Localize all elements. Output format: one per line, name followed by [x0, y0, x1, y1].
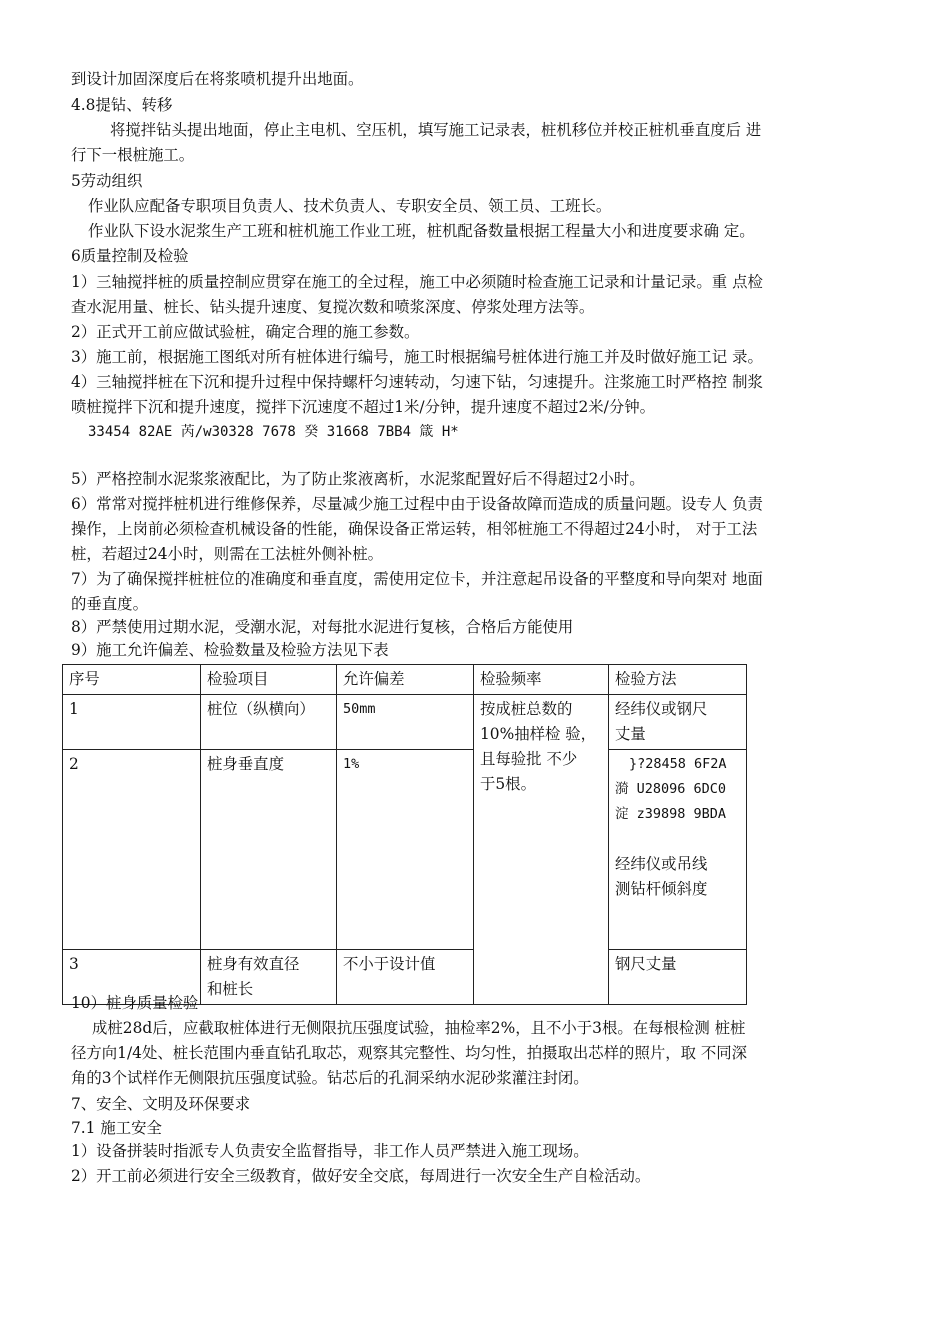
text-line: 的垂直度。	[71, 595, 148, 613]
section-heading-6: 6质量控制及检验	[71, 247, 189, 265]
text-line: 2）开工前必须进行安全三级教育，做好安全交底，每周进行一次安全生产自检活动。	[71, 1167, 651, 1185]
text-line: 喷桩搅拌下沉和提升速度，搅拌下沉速度不超过1米/分钟，提升速度不超过2米/分钟。	[71, 398, 656, 416]
text-line: 7）为了确保搅拌桩桩位的准确度和垂直度，需使用定位卡，并注意起吊设备的平整度和导向架对 地面	[71, 570, 763, 588]
text-line: 作业队应配备专职项目负责人、技术负责人、专职安全员、领工员、工班长。	[88, 197, 612, 215]
table-row	[63, 695, 747, 750]
table-cell-method: 钢尺丈量	[609, 950, 747, 1005]
table-cell-item: 桩位（纵横向）	[201, 695, 337, 750]
table-header-row	[63, 665, 747, 695]
text-line: 作业队下设水泥浆生产工班和桩机施工作业工班，桩机配备数量根据工程量大小和进度要求确 定。	[88, 222, 755, 240]
method-line: 测钻杆倾斜度	[615, 880, 708, 898]
table-cell-method	[609, 750, 747, 950]
method-line: 丈量	[615, 725, 646, 743]
table-cell-no: 3	[63, 950, 201, 1005]
table-cell-method	[609, 695, 747, 750]
text-line: 6）常常对搅拌桩机进行维修保养，尽量减少施工过程中由于设备故障而造成的质量问题。设专人 负责	[71, 495, 763, 513]
method-line: 淀 z39898 9BDA	[615, 806, 727, 822]
text-line: 查水泥用量、桩长、钻头提升速度、复搅次数和喷浆深度、停浆处理方法等。	[71, 298, 595, 316]
table-cell-frequency	[474, 695, 609, 1005]
frequency-line: 按成桩总数的	[480, 700, 573, 718]
table-header-cell: 允许偏差	[337, 665, 474, 695]
table-header-cell: 序号	[63, 665, 201, 695]
table-cell-tolerance: 不小于设计值	[337, 950, 474, 1005]
table-cell-tolerance: 50mm	[337, 695, 474, 750]
text-line: 3）施工前，根据施工图纸对所有桩体进行编号，施工时根据编号桩体进行施工并及时做好施工记 录。	[71, 348, 763, 366]
table-header-cell: 检验频率	[474, 665, 609, 695]
text-line: 操作，上岗前必须检查机械设备的性能，确保设备正常运转，相邻桩施工不得超过24小时， 对于工法	[71, 520, 758, 538]
method-line: 经纬仪或吊线	[615, 855, 708, 873]
table-cell-tolerance: 1%	[337, 750, 474, 950]
table-cell-no: 1	[63, 695, 201, 750]
method-line: }?28458 6F2A	[629, 756, 727, 772]
table-row	[63, 750, 747, 950]
table-header-cell: 检验方法	[609, 665, 747, 695]
inspection-table	[62, 664, 747, 1005]
text-line: 4）三轴搅拌桩在下沉和提升过程中保持螺杆匀速转动，匀速下钻，匀速提升。注浆施工时严格控 制浆	[71, 373, 763, 391]
table-cell-item: 桩身垂直度	[201, 750, 337, 950]
text-line: 桩，若超过24小时，则需在工法桩外侧补桩。	[71, 545, 384, 563]
text-line: 到设计加固深度后在将浆喷机提升出地面。	[71, 70, 364, 88]
frequency-line: 且每验批 不少	[480, 750, 578, 768]
section-heading-4-8: 4.8提钻、转移	[71, 96, 173, 114]
table-cell-no: 2	[63, 750, 201, 950]
text-line: 2）正式开工前应做试验桩，确定合理的施工参数。	[71, 323, 420, 341]
text-line: 5）严格控制水泥浆浆液配比，为了防止浆液离析，水泥浆配置好后不得超过2小时。	[71, 470, 645, 488]
text-line: 行下一根桩施工。	[71, 146, 195, 164]
section-heading-5: 5劳动组织	[71, 172, 143, 190]
text-line: 10）桩身质量检验	[71, 994, 199, 1012]
text-line: 成桩28d后，应截取桩体进行无侧限抗压强度试验，抽检率2%，且不小于3根。在每根检测 桩桩	[92, 1019, 746, 1037]
text-line: 9）施工允许偏差、检验数量及检验方法见下表	[71, 641, 389, 659]
text-line: 径方向1/4处、桩长范围内垂直钻孔取芯，观察其完整性、均匀性，拍摄取出芯样的照片，取 不同深	[71, 1044, 748, 1062]
item-line: 桩身有效直径	[207, 955, 300, 973]
method-line: 经纬仪或钢尺	[615, 700, 708, 718]
table-cell-item	[201, 950, 337, 1005]
text-line: 角的3个试样作无侧限抗压强度试验。钻芯后的孔洞采纳水泥砂浆灌注封闭。	[71, 1069, 589, 1087]
text-line: 将搅拌钻头提出地面，停止主电机、空压机，填写施工记录表，桩机移位并校正桩机垂直度后 进	[110, 121, 762, 139]
method-spacer	[615, 827, 740, 852]
frequency-line: 于5根。	[480, 775, 536, 793]
section-heading-7: 7、安全、文明及环保要求	[71, 1095, 251, 1113]
section-heading-7-1: 7.1 施工安全	[71, 1119, 162, 1137]
method-line: 漪 U28096 6DC0	[615, 781, 727, 797]
garbled-code-line: 33454 82AE 芮/w30328 7678 癸 31668 7BB4 箴 H*	[88, 424, 459, 440]
text-line: 8）严禁使用过期水泥，受潮水泥，对每批水泥进行复核，合格后方能使用	[71, 618, 574, 636]
item-line: 和桩长	[207, 980, 254, 998]
frequency-line: 10%抽样检 验，	[480, 725, 597, 743]
table-header-cell: 检验项目	[201, 665, 337, 695]
text-line: 1）设备拼装时指派专人负责安全监督指导，非工作人员严禁进入施工现场。	[71, 1142, 589, 1160]
text-line: 1）三轴搅拌桩的质量控制应贯穿在施工的全过程，施工中必须随时检查施工记录和计量记录。重 点检	[71, 273, 763, 291]
